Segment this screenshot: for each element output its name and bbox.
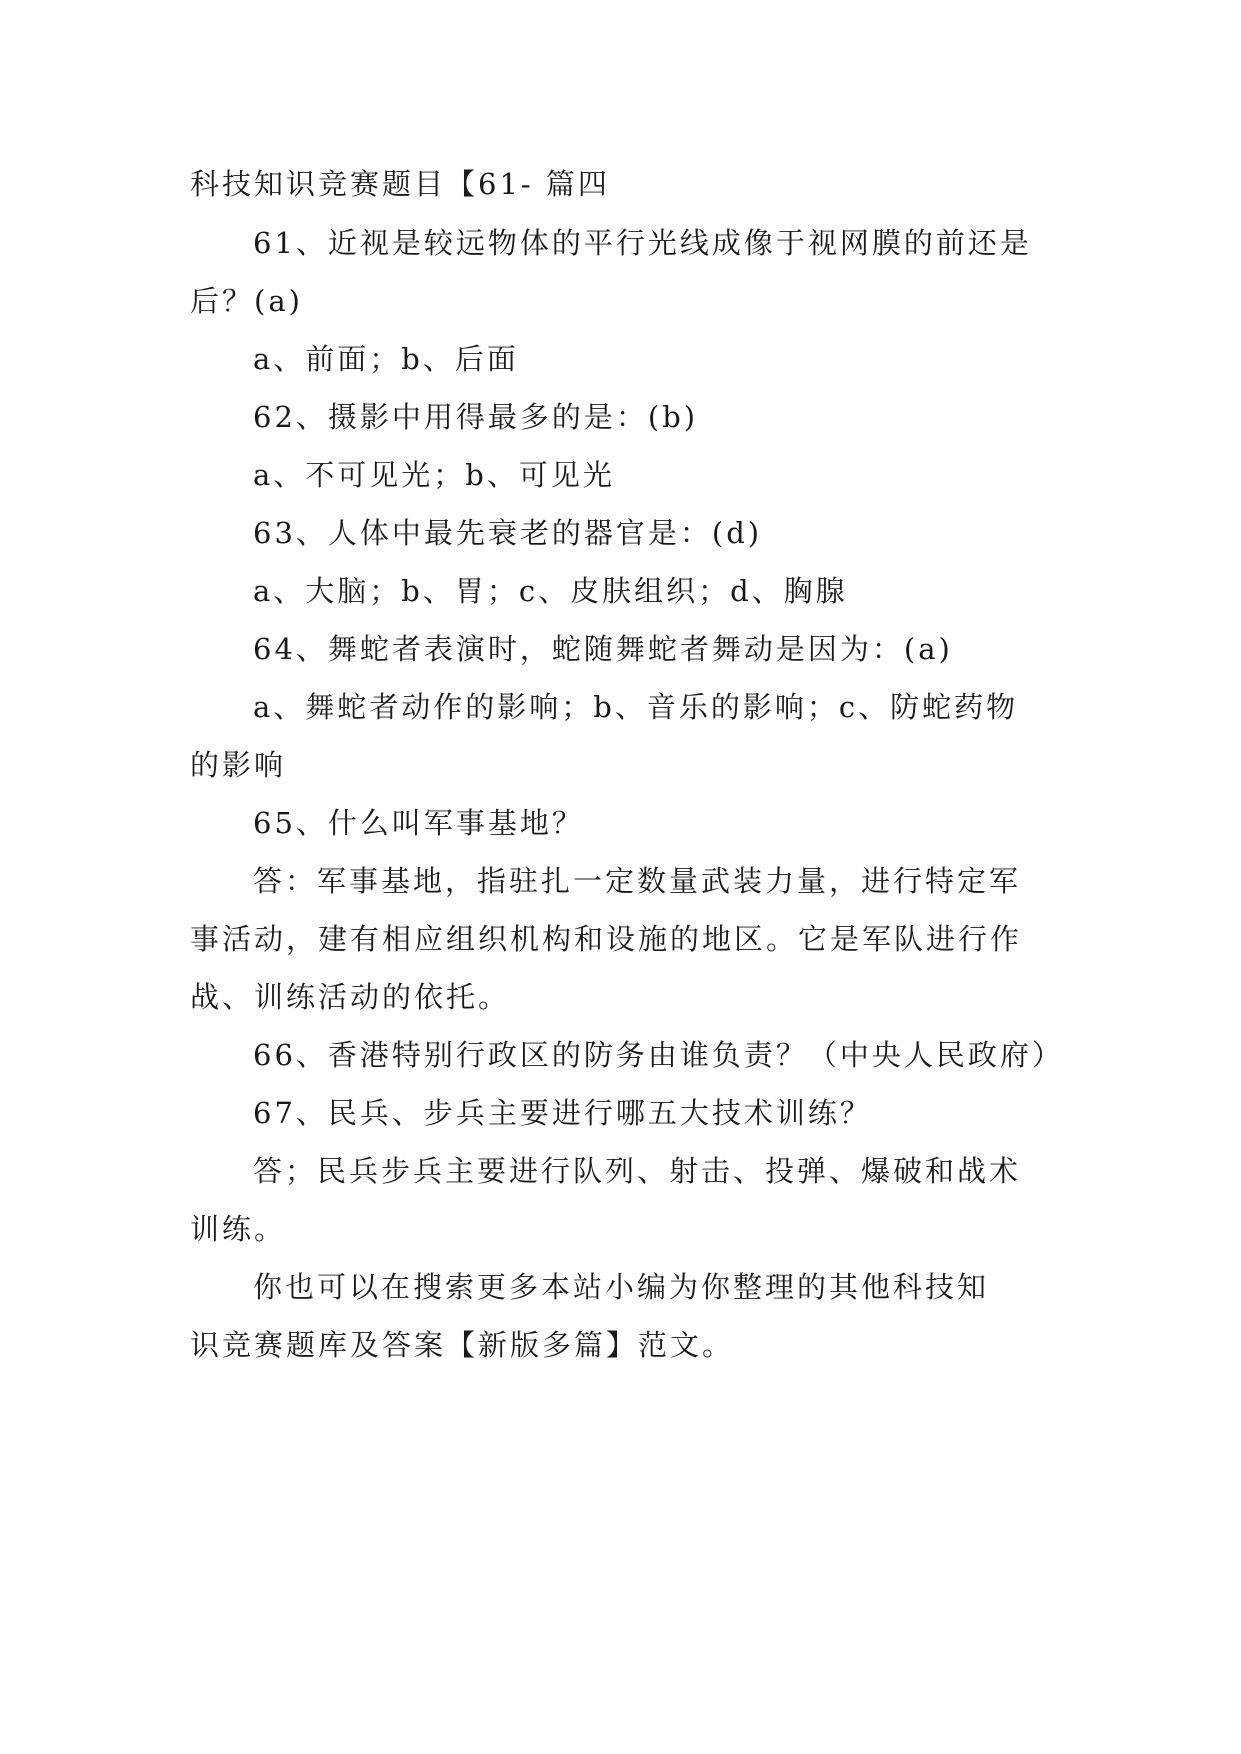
question-62: 62、摄影中用得最多的是：(b)	[253, 400, 699, 434]
answer-65-line-1: 答：军事基地，指驻扎一定数量武装力量，进行特定军	[253, 864, 1022, 898]
answer-67-line-2: 训练。	[190, 1212, 287, 1246]
question-64-options-line-1: a、舞蛇者动作的影响；b、音乐的影响；c、防蛇药物	[253, 690, 1019, 724]
closing-note-line-2: 识竞赛题库及答案【新版多篇】范文。	[190, 1328, 735, 1362]
question-62-options: a、不可见光；b、可见光	[253, 458, 615, 492]
question-61-options: a、前面；b、后面	[253, 342, 519, 376]
question-64-options-line-2: 的影响	[190, 748, 287, 782]
question-61-line-2: 后？(a)	[190, 284, 303, 318]
question-64: 64、舞蛇者表演时，蛇随舞蛇者舞动是因为：(a)	[253, 632, 953, 666]
question-65: 65、什么叫军事基地？	[253, 806, 584, 840]
question-63-options: a、大脑；b、胃；c、皮肤组织；d、胸腺	[253, 574, 848, 608]
question-67: 67、民兵、步兵主要进行哪五大技术训练？	[253, 1096, 872, 1130]
question-63: 63、人体中最先衰老的器官是：(d)	[253, 516, 763, 550]
answer-65-line-2: 事活动，建有相应组织机构和设施的地区。它是军队进行作	[190, 922, 1023, 956]
question-66: 66、香港特别行政区的防务由谁负责？（中央人民政府）	[253, 1038, 1064, 1072]
question-61-line-1: 61、近视是较远物体的平行光线成像于视网膜的前还是	[253, 226, 1032, 260]
answer-65-line-3: 战、训练活动的依托。	[190, 980, 511, 1014]
document-title: 科技知识竞赛题目【61- 篇四	[190, 167, 610, 201]
answer-67-line-1: 答；民兵步兵主要进行队列、射击、投弹、爆破和战术	[253, 1154, 1022, 1188]
closing-note-line-1: 你也可以在搜索更多本站小编为你整理的其他科技知	[253, 1270, 990, 1304]
